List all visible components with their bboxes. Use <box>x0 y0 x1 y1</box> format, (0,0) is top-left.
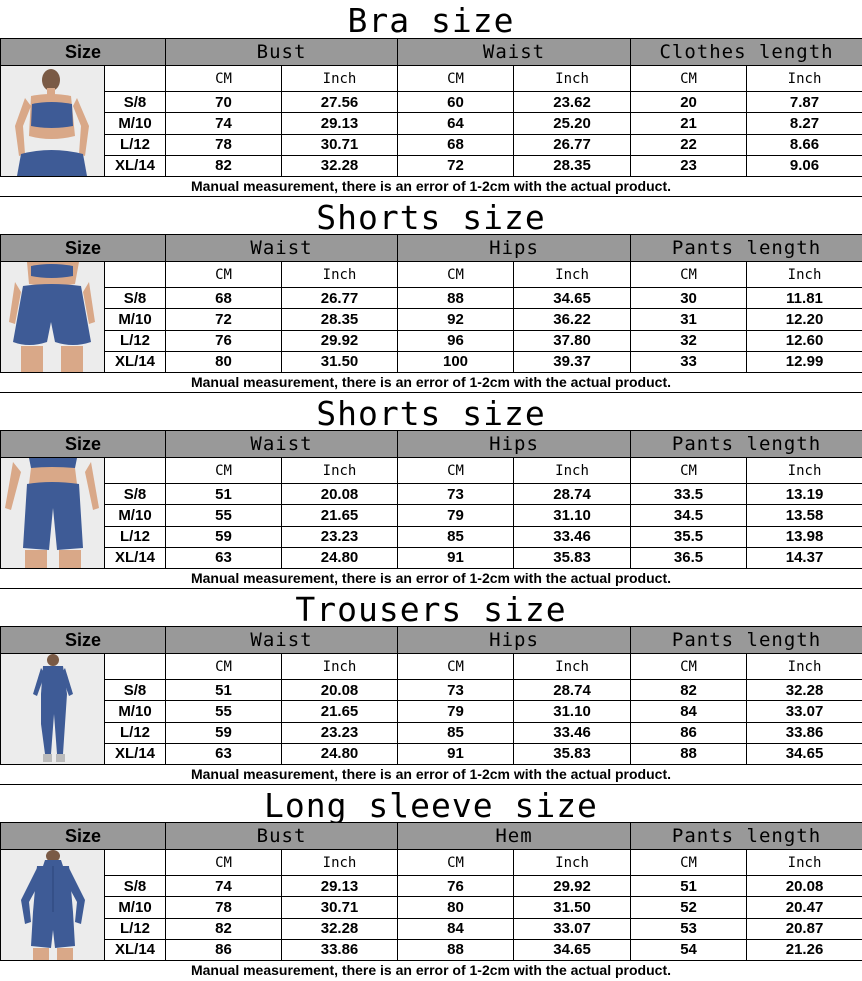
measurement-note: Manual measurement, there is an error of 1-2cm with the actual product. <box>190 962 671 978</box>
cell-value: 84 <box>398 918 514 939</box>
cell-value: 76 <box>398 876 514 897</box>
size-label: XL/14 <box>105 939 166 960</box>
unit-label: Inch <box>282 850 398 876</box>
size-label: M/10 <box>105 897 166 918</box>
cell-value: 91 <box>398 547 514 568</box>
size-label: S/8 <box>105 680 166 701</box>
measurement-note: Manual measurement, there is an error of 1-2cm with the actual product. <box>190 178 671 194</box>
table-row <box>1 918 862 939</box>
table-row <box>1 113 862 134</box>
unit-label: Inch <box>282 654 398 680</box>
group-header: Bust <box>166 39 398 66</box>
unit-label: CM <box>166 654 282 680</box>
unit-label: Inch <box>514 66 631 92</box>
cell-value: 24.80 <box>282 547 398 568</box>
cell-value: 20.08 <box>282 680 398 701</box>
unit-label: Inch <box>514 262 631 288</box>
size-label: S/8 <box>105 484 166 505</box>
cell-value: 8.66 <box>747 134 862 155</box>
cell-value: 60 <box>398 92 514 113</box>
cell-value: 96 <box>398 330 514 351</box>
measurement-note: Manual measurement, there is an error of 1-2cm with the actual product. <box>190 766 671 782</box>
cell-value: 30 <box>631 288 747 309</box>
cell-value: 72 <box>166 309 282 330</box>
size-label: M/10 <box>105 309 166 330</box>
cell-value: 78 <box>166 897 282 918</box>
cell-value: 31.10 <box>514 505 631 526</box>
cell-value: 72 <box>398 155 514 176</box>
cell-value: 12.60 <box>747 330 862 351</box>
cell-value: 59 <box>166 526 282 547</box>
cell-value: 54 <box>631 939 747 960</box>
size-label: L/12 <box>105 134 166 155</box>
cell-value: 13.19 <box>747 484 862 505</box>
cell-value: 85 <box>398 722 514 743</box>
cell-value: 73 <box>398 484 514 505</box>
section-title: Shorts size <box>0 392 862 431</box>
size-label: L/12 <box>105 526 166 547</box>
group-header: Hips <box>398 627 631 654</box>
long-sleeve-jacket-model-photo-icon <box>1 850 105 961</box>
cell-value: 13.98 <box>747 526 862 547</box>
cell-value: 91 <box>398 743 514 764</box>
cell-value: 33.07 <box>747 701 862 722</box>
cell-value: 12.20 <box>747 309 862 330</box>
cell-value: 13.58 <box>747 505 862 526</box>
size-label: M/10 <box>105 701 166 722</box>
measurement-note: Manual measurement, there is an error of 1-2cm with the actual product. <box>190 570 671 586</box>
cell-value: 68 <box>166 288 282 309</box>
size-header: Size <box>1 627 166 654</box>
size-header: Size <box>1 235 166 262</box>
cell-value: 28.74 <box>514 680 631 701</box>
cell-value: 12.99 <box>747 351 862 372</box>
cell-value: 34.65 <box>514 288 631 309</box>
group-header: Pants length <box>631 431 862 458</box>
cell-value: 25.20 <box>514 113 631 134</box>
cell-value: 35.5 <box>631 526 747 547</box>
cell-value: 52 <box>631 897 747 918</box>
cell-value: 70 <box>166 92 282 113</box>
size-label: S/8 <box>105 876 166 897</box>
group-header: Waist <box>166 627 398 654</box>
unit-label: CM <box>398 850 514 876</box>
size-label: XL/14 <box>105 351 166 372</box>
cell-value: 53 <box>631 918 747 939</box>
cell-value: 74 <box>166 113 282 134</box>
cell-value: 100 <box>398 351 514 372</box>
cell-value: 28.35 <box>282 309 398 330</box>
cell-value: 76 <box>166 330 282 351</box>
section-biker-shorts-size <box>0 392 862 588</box>
cell-value: 37.80 <box>514 330 631 351</box>
bra-model-photo-icon <box>1 66 105 177</box>
section-trousers-size <box>0 588 862 784</box>
size-table <box>0 822 862 961</box>
size-label: L/12 <box>105 918 166 939</box>
table-row <box>1 876 862 897</box>
cell-value: 20.87 <box>747 918 862 939</box>
table-row <box>1 288 862 309</box>
cell-value: 23 <box>631 155 747 176</box>
cell-value: 35.83 <box>514 547 631 568</box>
unit-label: CM <box>398 262 514 288</box>
table-row <box>1 547 862 568</box>
cell-value: 14.37 <box>747 547 862 568</box>
section-title: Bra size <box>347 1 515 40</box>
unit-label: Inch <box>514 654 631 680</box>
group-header: Pants length <box>631 235 862 262</box>
cell-value: 26.77 <box>282 288 398 309</box>
size-label: XL/14 <box>105 743 166 764</box>
section-shorts-size <box>0 196 862 392</box>
size-table <box>0 234 862 373</box>
cell-value: 23.23 <box>282 526 398 547</box>
cell-value: 86 <box>166 939 282 960</box>
section-title: Trousers size <box>0 588 862 627</box>
size-header: Size <box>1 431 166 458</box>
table-row <box>1 939 862 960</box>
cell-value: 32.28 <box>282 918 398 939</box>
group-header: Waist <box>166 235 398 262</box>
cell-value: 29.92 <box>514 876 631 897</box>
cell-value: 92 <box>398 309 514 330</box>
cell-value: 31.50 <box>282 351 398 372</box>
cell-value: 23.23 <box>282 722 398 743</box>
cell-value: 20.08 <box>282 484 398 505</box>
table-row <box>1 505 862 526</box>
unit-label: CM <box>631 262 747 288</box>
size-header: Size <box>1 39 166 66</box>
cell-value: 80 <box>398 897 514 918</box>
size-table <box>0 430 862 569</box>
cell-value: 27.56 <box>282 92 398 113</box>
cell-value: 33.86 <box>747 722 862 743</box>
cell-value: 7.87 <box>747 92 862 113</box>
cell-value: 63 <box>166 743 282 764</box>
unit-label: Inch <box>747 262 862 288</box>
cell-value: 20 <box>631 92 747 113</box>
cell-value: 24.80 <box>282 743 398 764</box>
cell-value: 55 <box>166 701 282 722</box>
cell-value: 78 <box>166 134 282 155</box>
size-label: S/8 <box>105 288 166 309</box>
cell-value: 31.50 <box>514 897 631 918</box>
size-table <box>0 626 862 765</box>
cell-value: 9.06 <box>747 155 862 176</box>
group-header: Waist <box>398 39 631 66</box>
unit-label: CM <box>398 458 514 484</box>
unit-label: CM <box>166 458 282 484</box>
cell-value: 82 <box>631 680 747 701</box>
table-row <box>1 484 862 505</box>
cell-value: 51 <box>631 876 747 897</box>
size-label: XL/14 <box>105 155 166 176</box>
unit-label: CM <box>166 262 282 288</box>
section-long-sleeve-size <box>0 784 862 980</box>
table-row <box>1 722 862 743</box>
table-row <box>1 897 862 918</box>
size-table <box>0 38 862 177</box>
cell-value: 8.27 <box>747 113 862 134</box>
size-label: XL/14 <box>105 547 166 568</box>
unit-label: Inch <box>282 262 398 288</box>
leggings-model-photo-icon <box>1 654 105 765</box>
unit-label: Inch <box>514 850 631 876</box>
cell-value: 29.13 <box>282 113 398 134</box>
cell-value: 51 <box>166 680 282 701</box>
size-label: L/12 <box>105 330 166 351</box>
table-row <box>1 309 862 330</box>
unit-label: Inch <box>747 458 862 484</box>
loose-shorts-model-photo-icon <box>1 262 105 373</box>
cell-value: 23.62 <box>514 92 631 113</box>
unit-label: CM <box>398 66 514 92</box>
cell-value: 86 <box>631 722 747 743</box>
cell-value: 20.47 <box>747 897 862 918</box>
cell-value: 33.46 <box>514 722 631 743</box>
cell-value: 30.71 <box>282 134 398 155</box>
cell-value: 28.74 <box>514 484 631 505</box>
cell-value: 39.37 <box>514 351 631 372</box>
cell-value: 84 <box>631 701 747 722</box>
unit-label: Inch <box>747 850 862 876</box>
table-row <box>1 701 862 722</box>
cell-value: 55 <box>166 505 282 526</box>
cell-value: 64 <box>398 113 514 134</box>
table-row <box>1 330 862 351</box>
cell-value: 36.22 <box>514 309 631 330</box>
cell-value: 85 <box>398 526 514 547</box>
biker-shorts-model-photo-icon <box>1 458 105 569</box>
table-row <box>1 134 862 155</box>
group-header: Hem <box>398 823 631 850</box>
unit-label: CM <box>631 66 747 92</box>
group-header: Clothes length <box>631 39 862 66</box>
cell-value: 80 <box>166 351 282 372</box>
cell-value: 59 <box>166 722 282 743</box>
section-title: Long sleeve size <box>0 784 862 823</box>
cell-value: 30.71 <box>282 897 398 918</box>
group-header: Hips <box>398 235 631 262</box>
unit-label: Inch <box>747 654 862 680</box>
cell-value: 11.81 <box>747 288 862 309</box>
table-row <box>1 526 862 547</box>
cell-value: 21.65 <box>282 701 398 722</box>
cell-value: 20.08 <box>747 876 862 897</box>
group-header: Waist <box>166 431 398 458</box>
unit-label: CM <box>166 850 282 876</box>
cell-value: 33.5 <box>631 484 747 505</box>
size-label: L/12 <box>105 722 166 743</box>
cell-value: 33 <box>631 351 747 372</box>
cell-value: 88 <box>631 743 747 764</box>
cell-value: 32.28 <box>747 680 862 701</box>
unit-label: CM <box>631 850 747 876</box>
cell-value: 34.65 <box>514 939 631 960</box>
size-label: S/8 <box>105 92 166 113</box>
cell-value: 68 <box>398 134 514 155</box>
cell-value: 88 <box>398 288 514 309</box>
measurement-note: Manual measurement, there is an error of 1-2cm with the actual product. <box>190 374 671 390</box>
cell-value: 33.86 <box>282 939 398 960</box>
cell-value: 79 <box>398 505 514 526</box>
cell-value: 21.26 <box>747 939 862 960</box>
unit-label: CM <box>398 654 514 680</box>
cell-value: 79 <box>398 701 514 722</box>
cell-value: 31.10 <box>514 701 631 722</box>
group-header: Hips <box>398 431 631 458</box>
cell-value: 32 <box>631 330 747 351</box>
cell-value: 28.35 <box>514 155 631 176</box>
size-header: Size <box>1 823 166 850</box>
table-row <box>1 743 862 764</box>
cell-value: 34.5 <box>631 505 747 526</box>
unit-label: Inch <box>282 458 398 484</box>
cell-value: 26.77 <box>514 134 631 155</box>
size-label: M/10 <box>105 113 166 134</box>
cell-value: 21.65 <box>282 505 398 526</box>
cell-value: 33.07 <box>514 918 631 939</box>
unit-label: Inch <box>514 458 631 484</box>
cell-value: 22 <box>631 134 747 155</box>
cell-value: 32.28 <box>282 155 398 176</box>
cell-value: 82 <box>166 155 282 176</box>
table-row <box>1 92 862 113</box>
cell-value: 82 <box>166 918 282 939</box>
table-row <box>1 155 862 176</box>
cell-value: 74 <box>166 876 282 897</box>
unit-label: CM <box>166 66 282 92</box>
cell-value: 88 <box>398 939 514 960</box>
group-header: Pants length <box>631 823 862 850</box>
cell-value: 34.65 <box>747 743 862 764</box>
unit-label: CM <box>631 458 747 484</box>
unit-label: CM <box>631 654 747 680</box>
cell-value: 63 <box>166 547 282 568</box>
cell-value: 51 <box>166 484 282 505</box>
cell-value: 29.92 <box>282 330 398 351</box>
unit-label: Inch <box>282 66 398 92</box>
table-row <box>1 351 862 372</box>
cell-value: 35.83 <box>514 743 631 764</box>
cell-value: 36.5 <box>631 547 747 568</box>
size-label: M/10 <box>105 505 166 526</box>
cell-value: 29.13 <box>282 876 398 897</box>
unit-label: Inch <box>747 66 862 92</box>
group-header: Bust <box>166 823 398 850</box>
cell-value: 33.46 <box>514 526 631 547</box>
section-bra-size <box>0 0 862 196</box>
section-title: Shorts size <box>0 196 862 235</box>
group-header: Pants length <box>631 627 862 654</box>
cell-value: 31 <box>631 309 747 330</box>
cell-value: 73 <box>398 680 514 701</box>
cell-value: 21 <box>631 113 747 134</box>
table-row <box>1 680 862 701</box>
